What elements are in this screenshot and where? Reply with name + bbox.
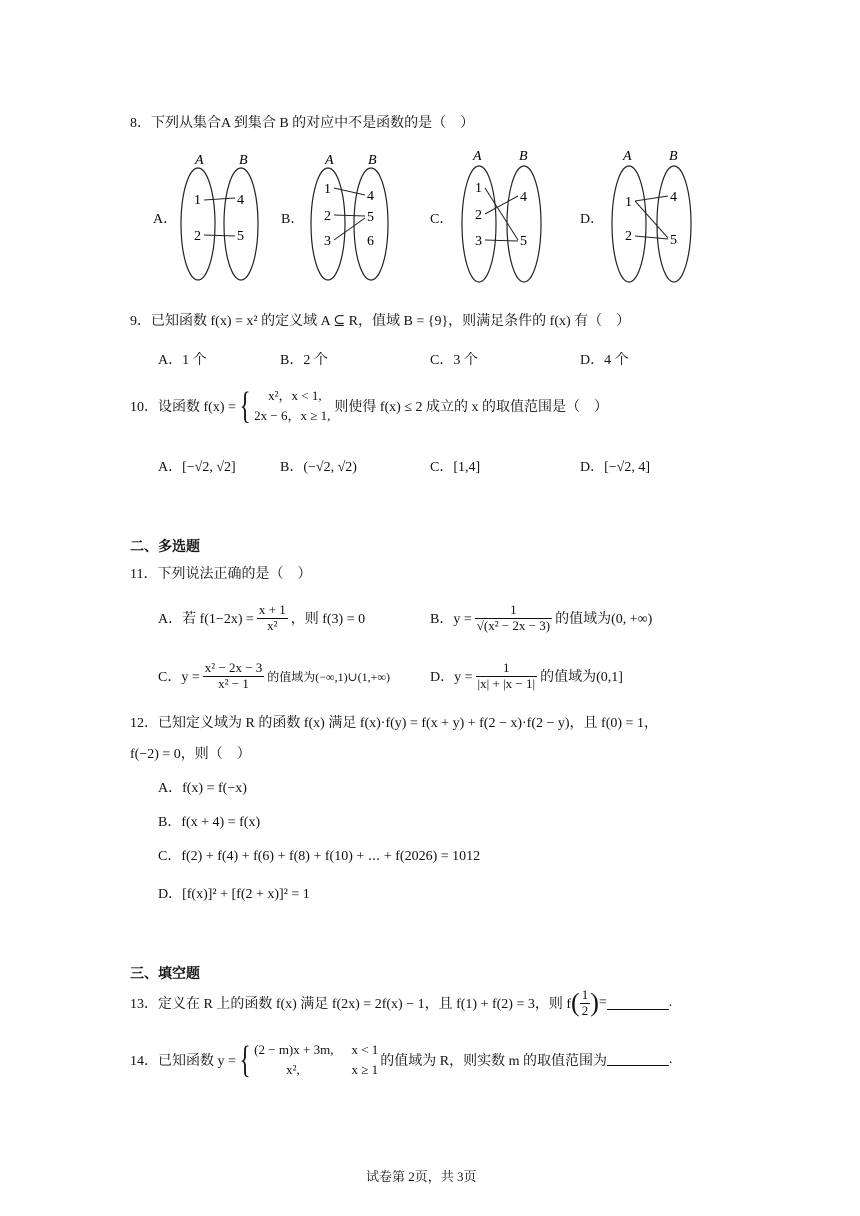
q13-stem <box>130 988 672 1019</box>
q11-d-prefix: D．y = <box>430 670 473 686</box>
fraction <box>476 661 538 692</box>
q10-option-b: B．(−√2, √2) <box>280 460 357 475</box>
left-element: 3 <box>324 234 331 249</box>
left-element: 1 <box>475 181 482 196</box>
numerator: x + 1 <box>258 602 286 617</box>
q14-suffix: 的值域为 R，则实数 m 的取值范围为 <box>380 1053 608 1069</box>
mapping-arrow <box>485 196 518 214</box>
mapping-arrow <box>334 188 365 195</box>
mapping-arrow <box>485 240 518 241</box>
q11-c-prefix: C．y = <box>158 670 200 686</box>
q9-option-b: B．2 个 <box>280 353 328 368</box>
q12-stem-line1: 12．已知定义域为 R 的函数 f(x) 满足 f(x)·f(y) = f(x + y) + f(2 − x)·f(2 − y)，且 f(0) = 1， <box>130 716 658 731</box>
left-brace-icon: { <box>239 384 251 427</box>
q14-case-1-cond: x < 1 <box>351 1042 379 1057</box>
right-element: 4 <box>670 190 677 205</box>
set-b-label: B <box>239 153 248 168</box>
left-paren: ( <box>571 988 580 1018</box>
numerator: 1 <box>503 660 510 675</box>
fraction <box>203 661 265 692</box>
q11-option-b <box>430 603 652 634</box>
left-element: 2 <box>194 229 201 244</box>
q8-stem: 8．下列从集合A 到集合 B 的对应中不是函数的是（ ） <box>130 116 475 131</box>
numerator: 1 <box>510 602 517 617</box>
q8-option-b-label: B． <box>281 212 305 227</box>
denominator: 2 <box>581 1002 589 1018</box>
fraction <box>475 603 552 634</box>
q14-stem <box>130 1040 673 1079</box>
q10-option-a: A．[−√2, √2] <box>158 460 236 475</box>
q10-case-2: 2x − 6，x ≥ 1, <box>254 407 331 423</box>
q13-end: . <box>668 995 673 1011</box>
denominator: |x| + |x − 1| <box>477 675 536 691</box>
denominator: x² − 1 <box>203 676 265 692</box>
q14-case-1-expr: (2 − m)x + 3m, <box>254 1042 334 1057</box>
q8-diagram-c <box>455 148 555 284</box>
q12-stem-line2: f(−2) = 0，则（ ） <box>130 747 251 762</box>
q8-option-c-label: C． <box>430 212 454 227</box>
fraction <box>580 988 591 1019</box>
q12-option-b: B．f(x + 4) = f(x) <box>158 815 261 830</box>
set-b-label: B <box>669 149 678 164</box>
denominator: √(x² − 2x − 3) <box>476 617 551 633</box>
q10-option-c: C．[1,4] <box>430 460 481 475</box>
q10-case-1: x²，x < 1, <box>268 388 322 403</box>
q11-stem: 11．下列说法正确的是（ ） <box>130 567 312 582</box>
q10-prefix: 10．设函数 f(x) = <box>130 399 236 415</box>
q8-diagram-d <box>605 148 705 284</box>
left-brace-icon: { <box>239 1038 251 1081</box>
right-paren: ) <box>590 988 599 1018</box>
right-element: 4 <box>367 189 374 204</box>
q12-option-a: A．f(x) = f(−x) <box>158 781 247 796</box>
mapping-arrow <box>635 236 668 239</box>
right-element: 4 <box>237 193 244 208</box>
page-footer: 试卷第 2页，共 3页 <box>366 1169 477 1184</box>
left-element: 1 <box>625 195 632 210</box>
q11-a-prefix: A．若 f(1−2x) = <box>158 612 254 628</box>
q9-option-a: A．1 个 <box>158 353 207 368</box>
mapping-arrow <box>204 198 235 200</box>
q11-option-c <box>158 661 390 692</box>
set-a-label: A <box>623 149 632 164</box>
left-element: 2 <box>625 229 632 244</box>
set-a-label: A <box>195 153 204 168</box>
left-element: 2 <box>475 208 482 223</box>
answer-blank[interactable] <box>607 997 669 1010</box>
left-element: 1 <box>324 182 331 197</box>
left-element: 2 <box>324 209 331 224</box>
numerator: 1 <box>581 987 589 1002</box>
q14-piecewise <box>254 1040 378 1079</box>
right-element: 6 <box>367 234 374 249</box>
mapping-arrow <box>635 201 668 238</box>
right-element: 5 <box>367 210 374 225</box>
mapping-arrow <box>334 215 365 216</box>
fraction <box>257 603 288 634</box>
q10-suffix: 则使得 f(x) ≤ 2 成立的 x 的取值范围是（ ） <box>334 399 609 415</box>
answer-blank[interactable] <box>607 1053 669 1066</box>
q11-option-a <box>158 603 365 634</box>
q14-case-2-cond: x ≥ 1 <box>351 1061 379 1077</box>
q11-a-suffix: ，则 f(3) = 0 <box>290 612 366 628</box>
q14-prefix: 14．已知函数 y = <box>130 1053 236 1069</box>
mapping-arrow <box>485 188 518 240</box>
mapping-arrow <box>635 196 668 201</box>
q8-option-d-label: D． <box>580 212 605 227</box>
right-element: 5 <box>237 229 244 244</box>
q11-b-prefix: B．y = <box>430 612 472 628</box>
mapping-arrow <box>204 235 235 236</box>
numerator: x² − 2x − 3 <box>204 660 263 675</box>
q14-case-2-expr: x², <box>286 1061 300 1077</box>
q11-b-suffix: 的值域为(0, +∞) <box>555 612 653 628</box>
section-heading-multi-choice: 二、多选题 <box>130 538 200 554</box>
set-b-label: B <box>519 149 528 164</box>
right-element: 5 <box>520 234 527 249</box>
set-b-label: B <box>368 153 377 168</box>
right-element: 5 <box>670 233 677 248</box>
q13-equals: = <box>598 995 607 1011</box>
q9-option-c: C．3 个 <box>430 353 478 368</box>
section-heading-fill-in: 三、填空题 <box>130 965 200 981</box>
q8-option-a-label: A． <box>153 212 178 227</box>
q13-prefix: 13．定义在 R 上的函数 f(x) 满足 f(2x) = 2f(x) − 1，且 f(1) + f(2) = 3，则 f <box>130 997 572 1013</box>
q9-stem: 9．已知函数 f(x) = x² 的定义域 A ⊆ R，值域 B = {9}，则满足条件的 f(x) 有（ ） <box>130 314 631 329</box>
q9-option-d: D．4 个 <box>580 353 629 368</box>
q10-piecewise <box>254 386 330 425</box>
set-a-label: A <box>325 153 334 168</box>
set-a-label: A <box>473 149 482 164</box>
q14-end: . <box>669 1051 673 1067</box>
q12-option-c: C．f(2) + f(4) + f(6) + f(8) + f(10) + ⋯ + f(2026) = 1012 <box>158 849 481 864</box>
denominator: x² <box>257 618 288 634</box>
q8-diagram-b <box>305 148 405 284</box>
q11-option-d <box>430 661 623 692</box>
q11-c-suffix: 的值域为(−∞,1)∪(1,+∞) <box>267 669 390 684</box>
left-element: 1 <box>194 193 201 208</box>
q12-option-d: D．[f(x)]² + [f(2 + x)]² = 1 <box>158 887 310 902</box>
q11-d-suffix: 的值域为(0,1] <box>540 670 623 686</box>
left-element: 3 <box>475 234 482 249</box>
q10-option-d: D．[−√2, 4] <box>580 460 651 475</box>
mapping-arrow <box>334 218 365 240</box>
q8-diagram-a <box>175 148 270 284</box>
q10-stem <box>130 386 608 425</box>
right-element: 4 <box>520 190 527 205</box>
